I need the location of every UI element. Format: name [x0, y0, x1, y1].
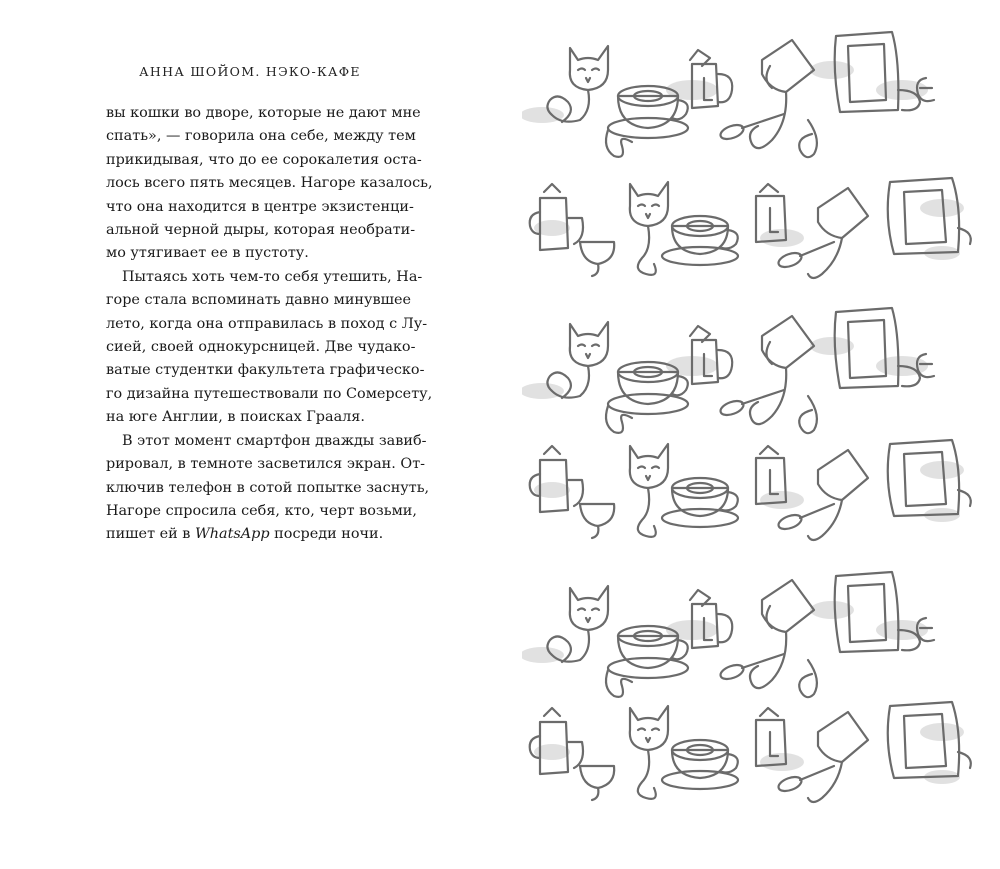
text-line: что она находится в центре экзистенци- — [106, 198, 414, 215]
text-line: альной черной дыры, которая необрати- — [106, 222, 416, 239]
text-run: пишет ей в — [106, 526, 195, 543]
body-text — [106, 102, 433, 547]
text-line: лось всего пять месяцев. Нагоре казалось, — [106, 175, 433, 192]
text-line: сией, своей однокурсницей. Две чудако- — [106, 339, 416, 356]
right-page — [500, 0, 1000, 869]
text-run: посреди ночи. — [269, 526, 384, 543]
text-line: лето, когда она отправилась в поход с Лу- — [106, 315, 428, 332]
text-line: вы кошки во дворе, которые не дают мне — [106, 105, 421, 121]
app-name-italic: WhatsApp — [194, 526, 270, 543]
text-line: мо утягивает ее в пустоту. — [106, 245, 309, 262]
text-line: спать», — говорила она себе, между тем — [106, 128, 416, 145]
text-line: прикидывая, что до ее сорокалетия оста- — [106, 151, 422, 168]
text-line: рировал, в темноте засветился экран. От- — [106, 456, 426, 473]
text-line: го дизайна путешествовали по Сомерсету, — [106, 385, 433, 402]
text-line: ключив телефон в сотой попытке заснуть, — [106, 479, 430, 496]
text-line: на юге Англии, в поисках Грааля. — [106, 409, 365, 426]
text-line: горе стала вспоминать давно минувшее — [106, 292, 411, 309]
text-line: ватые студентки факультета графическо- — [106, 362, 425, 379]
text-line: В этот момент смартфон дважды завиб- — [122, 432, 427, 449]
running-head: АННА ШОЙОМ. НЭКО-КАФЕ — [139, 64, 361, 79]
text-line-final — [106, 523, 411, 546]
text-line: Пытаясь хоть чем-то себя утешить, На- — [122, 268, 423, 285]
cafe-line-art-pattern — [522, 30, 982, 840]
text-line: Нагоре спросила себя, кто, черт возьми, — [106, 502, 417, 519]
